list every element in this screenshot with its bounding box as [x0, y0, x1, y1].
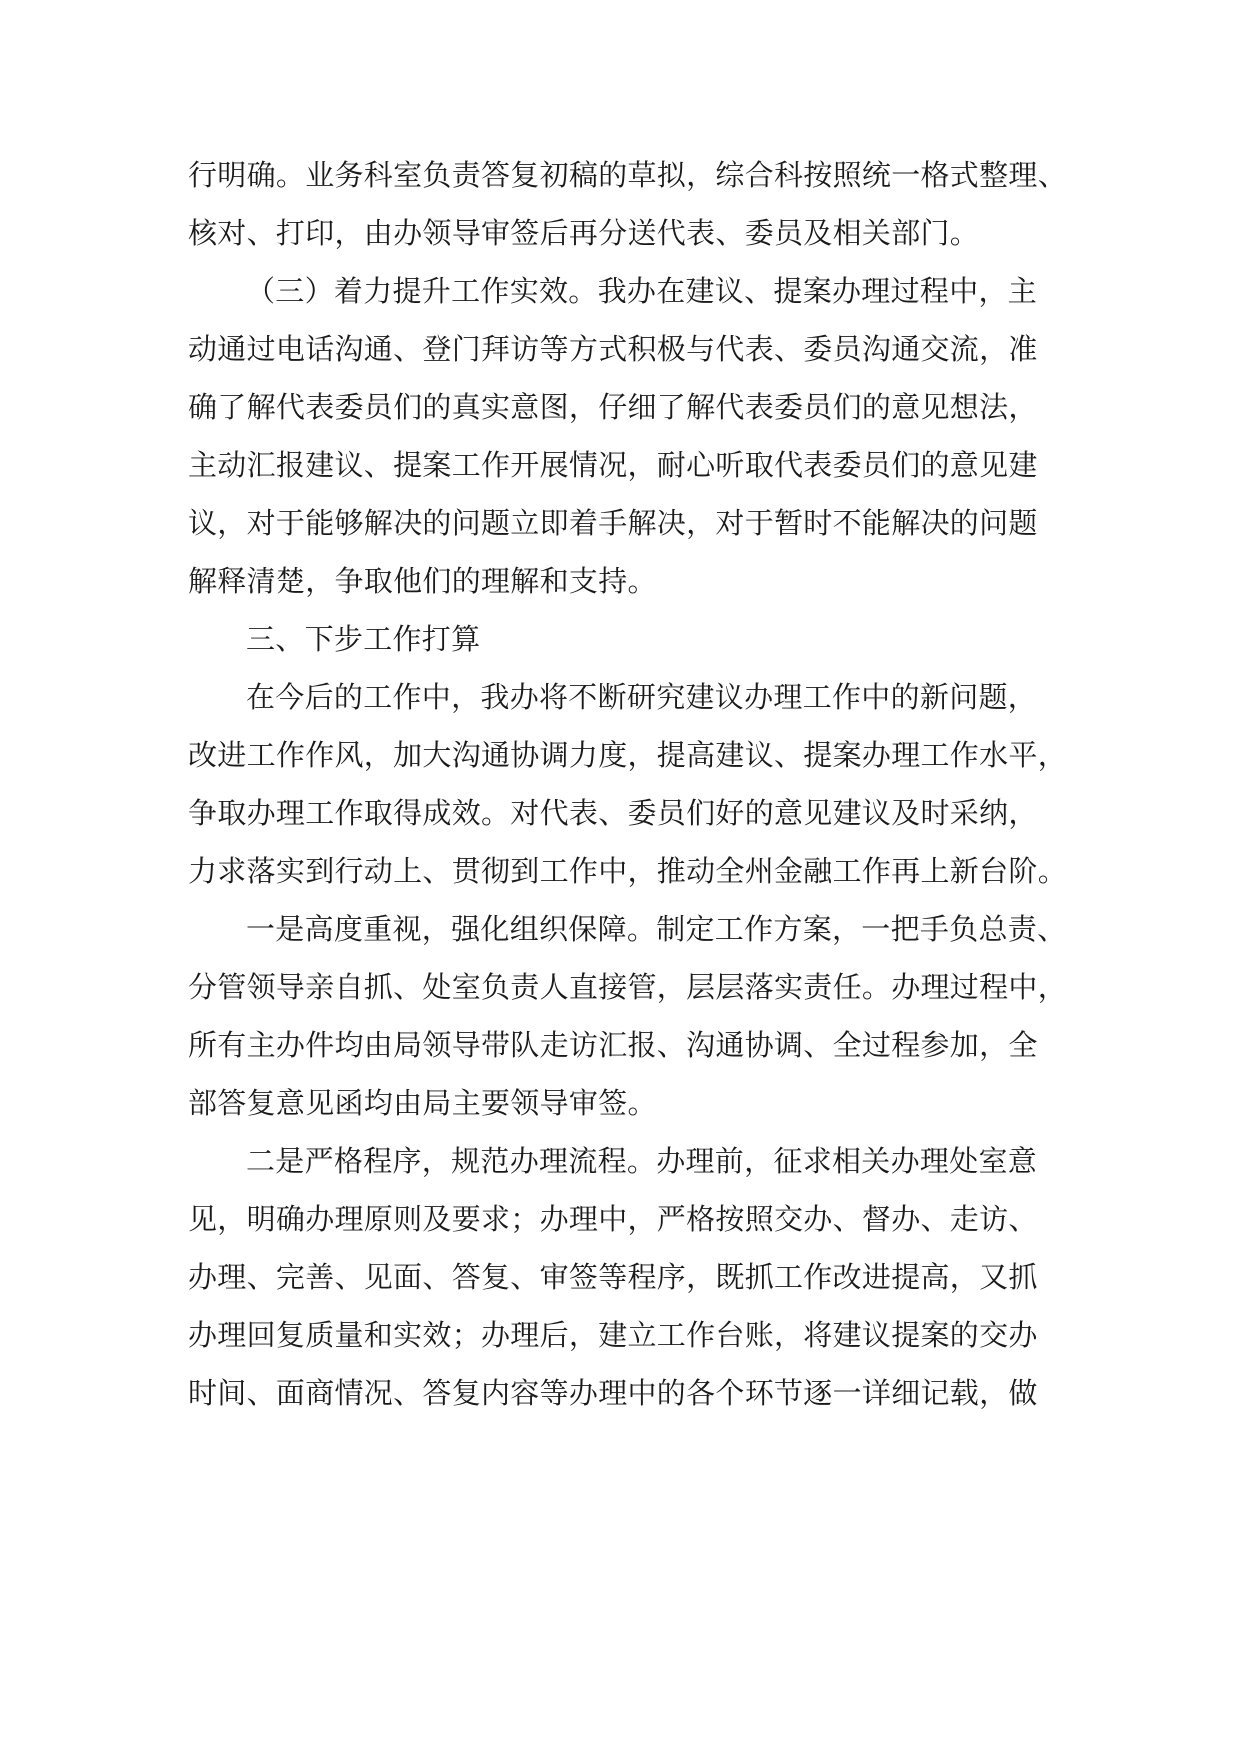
- paragraph-line: 办理、完善、见面、答复、审签等程序，既抓工作改进提高，又抓: [188, 1260, 1038, 1294]
- paragraph-line: 议，对于能够解决的问题立即着手解决，对于暂时不能解决的问题: [188, 506, 1038, 540]
- paragraph-line: 在今后的工作中，我办将不断研究建议办理工作中的新问题，: [246, 680, 1038, 714]
- paragraph-line: 争取办理工作取得成效。对代表、委员们好的意见建议及时采纳，: [188, 796, 1038, 830]
- paragraph-line: 部答复意见函均由局主要领导审签。: [188, 1086, 657, 1120]
- paragraph-line: 解释清楚，争取他们的理解和支持。: [188, 564, 657, 598]
- paragraph-line: 见，明确办理原则及要求；办理中，严格按照交办、督办、走访、: [188, 1202, 1038, 1236]
- section-heading: 三、下步工作打算: [246, 622, 481, 656]
- paragraph-line: 动通过电话沟通、登门拜访等方式积极与代表、委员沟通交流，准: [188, 332, 1038, 366]
- paragraph-line: 改进工作作风，加大沟通协调力度，提高建议、提案办理工作水平，: [188, 738, 1068, 772]
- paragraph-line: 力求落实到行动上、贯彻到工作中，推动全州金融工作再上新台阶。: [188, 854, 1068, 888]
- paragraph-line: 所有主办件均由局领导带队走访汇报、沟通协调、全过程参加，全: [188, 1028, 1038, 1062]
- paragraph-line: 一是高度重视，强化组织保障。制定工作方案，一把手负总责、: [246, 912, 1067, 946]
- paragraph-line: 分管领导亲自抓、处室负责人直接管，层层落实责任。办理过程中，: [188, 970, 1068, 1004]
- paragraph-line: 确了解代表委员们的真实意图，仔细了解代表委员们的意见想法，: [188, 390, 1038, 424]
- paragraph-line: 核对、打印，由办领导审签后再分送代表、委员及相关部门。: [188, 216, 980, 250]
- paragraph-line: 行明确。业务科室负责答复初稿的草拟，综合科按照统一格式整理、: [188, 158, 1068, 192]
- paragraph-line: （三）着力提升工作实效。我办在建议、提案办理过程中，主: [246, 274, 1038, 308]
- paragraph-line: 主动汇报建议、提案工作开展情况，耐心听取代表委员们的意见建: [188, 448, 1038, 482]
- paragraph-line: 二是严格程序，规范办理流程。办理前，征求相关办理处室意: [246, 1144, 1038, 1178]
- paragraph-line: 时间、面商情况、答复内容等办理中的各个环节逐一详细记载，做: [188, 1376, 1038, 1410]
- paragraph-line: 办理回复质量和实效；办理后，建立工作台账，将建议提案的交办: [188, 1318, 1038, 1352]
